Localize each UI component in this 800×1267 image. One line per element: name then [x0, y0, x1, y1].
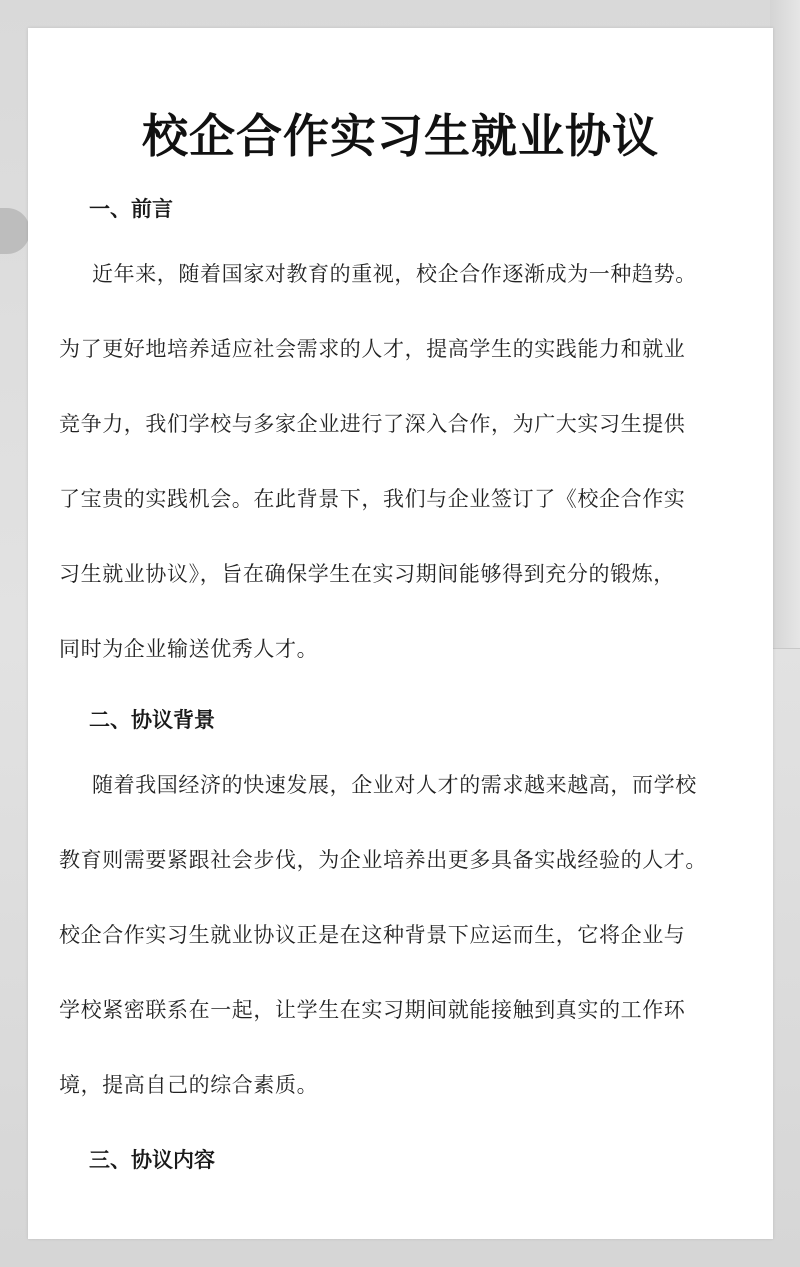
section-heading-preface: 一、前言: [89, 197, 173, 221]
paragraph-line: 随着我国经济的快速发展，企业对人才的需求越来越高，而学校: [92, 773, 697, 797]
paragraph-line: 学校紧密联系在一起，让学生在实习期间就能接触到真实的工作环: [59, 998, 686, 1022]
page-edge-strip: [770, 0, 800, 649]
section-heading-background: 二、协议背景: [89, 708, 215, 732]
paragraph-line: 为了更好地培养适应社会需求的人才，提高学生的实践能力和就业: [59, 337, 686, 361]
document-title: 校企合作实习生就业协议: [142, 109, 659, 163]
paragraph-line: 教育则需要紧跟社会步伐，为企业培养出更多具备实战经验的人才。: [59, 848, 707, 872]
paragraph-line: 近年来，随着国家对教育的重视，校企合作逐渐成为一种趋势。: [92, 262, 697, 286]
paragraph-line: 同时为企业输送优秀人才。: [59, 637, 319, 661]
section-heading-content: 三、协议内容: [89, 1148, 215, 1172]
paragraph-line: 境，提高自己的综合素质。: [59, 1073, 319, 1097]
document-page: [28, 28, 773, 1239]
paragraph-line: 竞争力，我们学校与多家企业进行了深入合作，为广大实习生提供: [59, 412, 686, 436]
paragraph-line: 了宝贵的实践机会。在此背景下，我们与企业签订了《校企合作实: [59, 487, 686, 511]
page-edge-tab: [0, 208, 30, 254]
paragraph-line: 习生就业协议》，旨在确保学生在实习期间能够得到充分的锻炼，: [59, 562, 675, 586]
paragraph-line: 校企合作实习生就业协议正是在这种背景下应运而生，它将企业与: [59, 923, 686, 947]
